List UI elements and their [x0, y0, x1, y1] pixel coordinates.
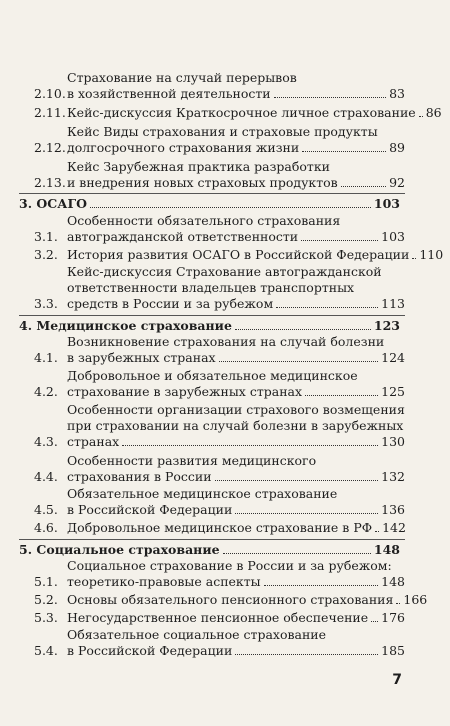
toc-entry-2-10: [34, 70, 405, 102]
entry-number: 4.4.: [34, 469, 58, 484]
entry-number: 3.2.: [34, 247, 58, 262]
entry-page: 124: [381, 350, 405, 365]
entry-title-line: Кейс-дискуссия Страхование автогражданской: [67, 264, 382, 279]
entry-number: 5.3.: [34, 610, 58, 625]
toc-entry-4-1: [34, 334, 405, 366]
entry-page: 142: [382, 520, 406, 535]
entry-number: 2.11.: [34, 105, 66, 120]
entry-page: 89: [389, 140, 405, 155]
entry-title-line: Добровольное и обязательное медицинское: [67, 368, 358, 383]
entry-page: 103: [381, 229, 405, 244]
chapter-title: Социальное страхование: [36, 542, 220, 557]
entry-title-line: Особенности организации страхового возмещения: [67, 402, 405, 417]
toc-entry-4-2: [34, 368, 405, 400]
chapter-title: ОСАГО: [36, 196, 87, 211]
entry-title-line: Негосударственное пенсионное обеспечение: [67, 610, 369, 625]
chapter-page: 123: [373, 318, 400, 333]
entry-page: 110: [419, 247, 444, 262]
toc-entry-4-6: [34, 520, 405, 536]
entry-number: 5.1.: [34, 574, 58, 589]
toc-entry-3-1: [34, 213, 405, 245]
entry-title-line: Добровольное медицинское страхование в РФ: [67, 520, 373, 535]
toc-entry-2-13: [34, 159, 405, 191]
entry-title-line: в хозяйственной деятельности: [67, 86, 271, 101]
entry-title-line: История развития ОСАГО в Российской Федерации: [67, 247, 410, 262]
entry-title-line: страхования в России: [67, 469, 212, 484]
entry-page: 136: [381, 502, 405, 517]
entry-page: 125: [381, 384, 405, 399]
entry-title-line: Страхование на случай перерывов: [67, 70, 297, 85]
toc-chapter-5: [19, 542, 400, 558]
page-number: 7: [392, 672, 402, 688]
entry-number: 5.2.: [34, 592, 58, 607]
chapter-number: 3.: [19, 196, 33, 211]
entry-title-line: Кейс-дискуссия Краткосрочное личное страхование: [67, 105, 416, 120]
entry-title-line: Особенности обязательного страхования: [67, 213, 341, 228]
entry-page: 148: [381, 574, 405, 589]
entry-title-line: в зарубежных странах: [67, 350, 216, 365]
entry-title-line: странах: [67, 434, 120, 449]
entry-page: 166: [403, 592, 428, 607]
toc-entry-3-2: [34, 247, 444, 263]
entry-page: 86: [425, 105, 442, 120]
entry-title-line: при страховании на случай болезни в зарубежных: [67, 418, 404, 433]
toc-entry-4-4: [34, 453, 405, 485]
entry-title-line: долгосрочного страхования жизни: [67, 140, 300, 155]
entry-number: 4.6.: [34, 520, 58, 535]
entry-title-line: в Российской Федерации: [67, 502, 233, 517]
entry-title-line: Основы обязательного пенсионного страхования: [67, 592, 394, 607]
entry-number: 3.1.: [34, 229, 58, 244]
entry-number: 3.3.: [34, 296, 58, 311]
entry-page: 130: [381, 434, 405, 449]
toc-entry-3-3: [34, 264, 405, 312]
entry-page: 83: [389, 86, 405, 101]
entry-title-line: ответственности владельцев транспортных: [67, 280, 355, 295]
section-divider: [19, 193, 405, 194]
chapter-page: 103: [373, 196, 400, 211]
entry-title-line: Особенности развития медицинского: [67, 453, 317, 468]
toc-entry-5-3: [34, 610, 405, 626]
entry-page: 185: [381, 643, 405, 658]
chapter-number: 4.: [19, 318, 33, 333]
chapter-number: 5.: [19, 542, 33, 557]
entry-title-line: Обязательное медицинское страхование: [67, 486, 338, 501]
chapter-page: 148: [373, 542, 400, 557]
entry-number: 5.4.: [34, 643, 58, 658]
entry-title-line: средств в России и за рубежом: [67, 296, 274, 311]
entry-number: 2.10.: [34, 86, 66, 101]
entry-page: 92: [389, 175, 405, 190]
toc-chapter-4: [19, 318, 400, 334]
entry-title-line: Обязательное социальное страхование: [67, 627, 327, 642]
entry-number: 2.12.: [34, 140, 66, 155]
toc-entry-4-3: [34, 402, 405, 450]
toc-entry-5-1: [34, 558, 405, 590]
toc-entry-2-11: [34, 105, 442, 121]
entry-page: 113: [381, 296, 405, 311]
toc-entry-5-4: [34, 627, 405, 659]
section-divider: [19, 539, 405, 540]
chapter-title: Медицинское страхование: [36, 318, 232, 333]
entry-number: 4.3.: [34, 434, 58, 449]
entry-title-line: Кейс Виды страхования и страховые продукты: [67, 124, 378, 139]
entry-page: 132: [381, 469, 405, 484]
toc-entry-2-12: [34, 124, 405, 156]
entry-title-line: Возникновение страхования на случай болезни: [67, 334, 385, 349]
toc-entry-5-2: [34, 592, 428, 608]
section-divider: [19, 315, 405, 316]
entry-title-line: автогражданской ответственности: [67, 229, 299, 244]
entry-title-line: Кейс Зарубежная практика разработки: [67, 159, 330, 174]
entry-title-line: в Российской Федерации: [67, 643, 233, 658]
entry-number: 4.1.: [34, 350, 58, 365]
entry-number: 4.2.: [34, 384, 58, 399]
entry-title-line: и внедрения новых страховых продуктов: [67, 175, 338, 190]
toc-entry-4-5: [34, 486, 405, 518]
entry-title-line: теоретико-правовые аспекты: [67, 574, 261, 589]
toc-chapter-3: [19, 196, 400, 212]
entry-number: 2.13.: [34, 175, 66, 190]
entry-title-line: Социальное страхование в России и за рубежом:: [67, 558, 392, 573]
entry-page: 176: [381, 610, 405, 625]
entry-number: 4.5.: [34, 502, 58, 517]
entry-title-line: страхование в зарубежных странах: [67, 384, 303, 399]
